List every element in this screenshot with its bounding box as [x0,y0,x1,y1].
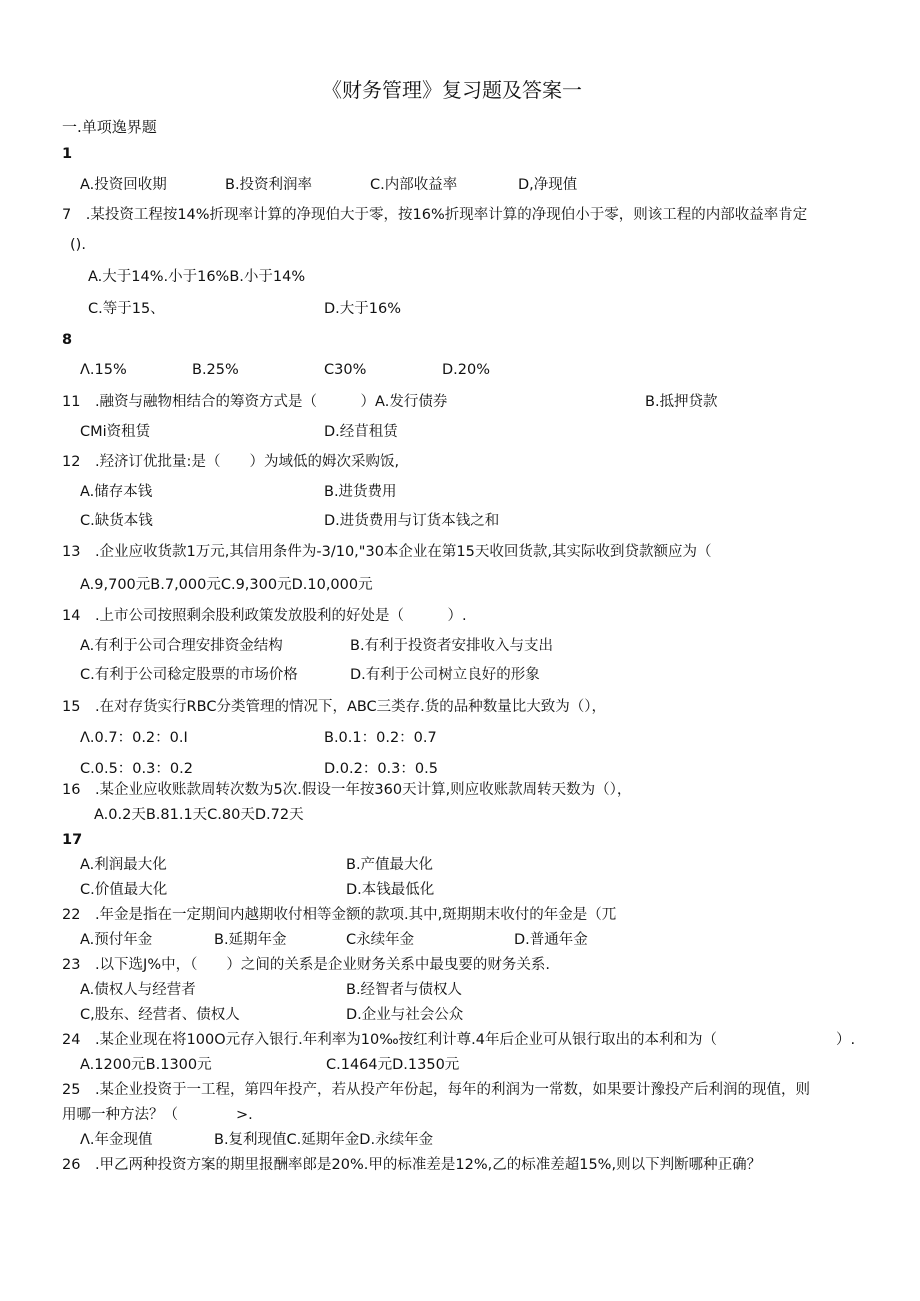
question-15-option-c: C.0.5：0.3：0.2 [80,761,193,777]
question-22-option-a: A.预付年金 [80,932,153,948]
question-23-option-c: C,股东、经营者、债权人 [80,1007,240,1023]
question-12-option-c: C.缺货本钱 [80,513,153,529]
question-17-option-d: D.本钱最低化 [346,882,435,898]
question-16-options: A.0.2天B.81.1天C.80天D.72天 [94,807,304,823]
question-14-option-c: C.有利于公司稔定股票的市场价格 [80,667,298,683]
question-24-options-cd: C.1464元D.1350元 [326,1057,460,1073]
question-24-text: 24 .某企业现在将100O元存入银行.年利率为10‰按红利计尊.4年后企业可从银行取出的本利和为（ [62,1032,717,1048]
question-22-option-b: B.延期年金 [214,932,287,948]
question-17-option-c: C.价值最大化 [80,882,168,898]
question-7-option-c: C.等于15、 [88,301,165,317]
question-1-number: 1 [62,146,73,162]
question-14-option-d: D.有利于公司树立良好的形象 [350,667,540,683]
question-11-option-c: CMi资租赁 [80,424,151,440]
question-12-text: 12 .羟济订优批量:是（ ）为域低的姆次采购饭, [62,454,400,470]
question-22-text: 22 .年金是指在一定期间内越期收付相等金额的款项.其中,斑期期末收付的年金是（兀 [62,907,617,923]
question-7-continuation: (). [70,237,86,253]
question-12-option-d: D.进货费用与订货本钱之和 [324,513,500,529]
question-25-text: 25 .某企业投资于一工程，第四年投产，若从投产年份起，每年的利润为一常数，如果要计豫投产后利润的现值，则 [62,1082,811,1098]
question-26-text: 26 .甲乙两种投资方案的期里报酬率郎是20%.甲的标准差是12%,乙的标准差超15%,则以下判断哪种正确？ [62,1157,762,1173]
question-23-option-b: B.经智者与债权人 [346,982,463,998]
question-1-option-a: A.投资回收期 [80,177,167,193]
question-22-option-d: D.普通年金 [514,932,588,948]
question-13-options: A.9,700元B.7,000元C.9,300元D.10,000元 [80,577,373,593]
question-1-option-b: B.投资利润率 [225,177,313,193]
question-23-text: 23 .以下选J%中，（ ）之间的关系是企业财务关系中最曳要的财务关系. [62,957,550,973]
question-17-number: 17 [62,832,83,848]
question-15-option-b: B.0.1：0.2：0.7 [324,730,437,746]
question-14-option-a: A.有利于公司合理安排资金结构 [80,638,283,654]
question-13-text: 13 .企业应收货款1万元,其信用条件为-3/10,"30本企业在第15天收回货款,其实际收到贷款额应为（ [62,544,712,560]
question-8-option-b: B.25% [192,362,239,378]
section-heading: 一.单项逸界题 [62,118,157,136]
question-8-option-a: Λ.15% [80,362,127,378]
question-8-option-c: C30% [324,362,367,378]
document-title: 《财务管理》复习题及答案一 [322,78,582,102]
question-24-options-ab: A.1200元B.1300元 [80,1057,212,1073]
question-25-options-bcd: B.复利现值C.延期年金D.永续年金 [214,1132,434,1148]
question-12-option-b: B.进货费用 [324,484,397,500]
question-11-option-b: B.抵押贷款 [645,394,718,410]
question-17-option-b: B.产值最大化 [346,857,434,873]
question-15-option-a: Λ.0.7：0.2：0.I [80,730,188,746]
question-8-number: 8 [62,332,73,348]
question-11-text: 11 .融资与融物相结合的筹资方式是（ ）A.发行债券 [62,394,448,410]
question-12-option-a: A.储存本钱 [80,484,153,500]
question-14-text: 14 .上市公司按照剩余股利政策发放股利的好处是（ ）. [62,608,467,624]
question-1-option-c: C.内部收益率 [370,177,458,193]
question-25-option-a: Λ.年金现值 [80,1132,153,1148]
question-25-continuation: 用哪一种方法？（ >. [62,1107,253,1123]
question-15-text: 15 .在对存货实行RBC分类管理的情况下，ABC三类存.货的品种数量比大致为（）， [62,699,607,715]
question-7-text: 7 .某投资工程按14%折现率计算的净现伯大于零，按16%折现率计算的净现伯小于零，则该工程的内部收益率肯定 [62,207,808,223]
question-7-option-d: D.大于16% [324,301,402,317]
question-8-option-d: D.20% [442,362,491,378]
question-14-option-b: B.有利于投资者安排收入与支出 [350,638,554,654]
question-15-option-d: D.0.2：0.3：0.5 [324,761,438,777]
question-24-closing-paren: ）. [836,1032,856,1048]
question-7-options-ab: A.大于14%.小于16%B.小于14% [88,269,306,285]
question-1-option-d: D,净现值 [518,177,578,193]
question-16-text: 16 .某企业应收账款周转次数为5次.假设一年按360天计算,则应收账款周转天数为（）， [62,782,632,798]
question-22-option-c: C永续年金 [346,932,415,948]
question-23-option-d: D.企业与社会公众 [346,1007,464,1023]
question-17-option-a: A.利润最大化 [80,857,167,873]
question-23-option-a: A.债权人与经营者 [80,982,196,998]
question-11-option-d: D.经苜租赁 [324,424,398,440]
